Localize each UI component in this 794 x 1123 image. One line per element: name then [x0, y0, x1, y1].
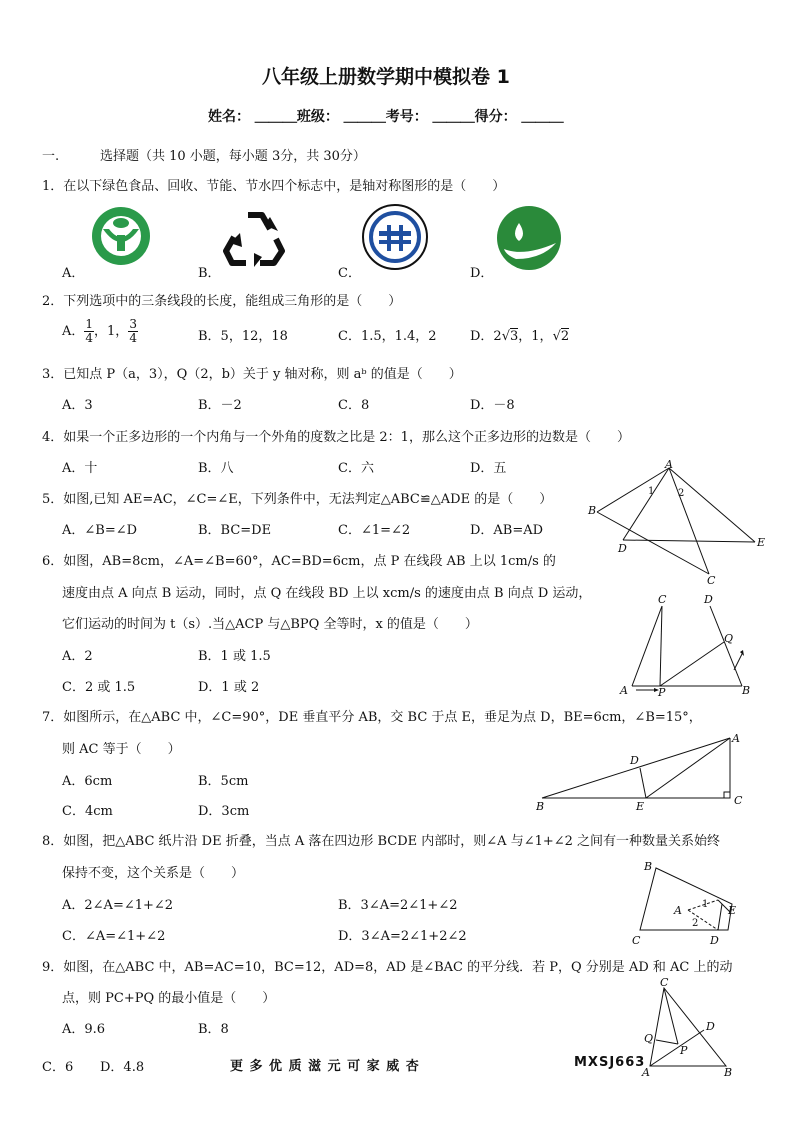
page-title: 八年级上册数学期中模拟卷 1 — [262, 66, 510, 88]
q5-option-b[interactable]: B．BC=DE — [198, 523, 272, 538]
question-6-line-3: 它们运动的时间为 t（s）.当△ACP 与△BPQ 全等时，x 的值是（ ） — [62, 617, 478, 632]
question-9-line-1: 9．如图，在△ABC 中，AB=AC=10，BC=12，AD=8，AD 是∠BAC 的平分线．若 P，Q 分别是 AD 和 AC 上的动 — [42, 960, 733, 975]
fraction-three-quarters: $\frac{3}{4}$ — [129, 317, 137, 345]
q5-option-a[interactable]: A．∠B=∠D — [62, 523, 138, 538]
figure-q9 — [640, 978, 740, 1082]
q4-option-a[interactable]: A．十 — [62, 461, 98, 476]
svg-text:C: C — [632, 934, 641, 947]
q9-option-a[interactable]: A．9.6 — [62, 1022, 106, 1037]
svg-text:Q: Q — [724, 632, 734, 645]
svg-text:1: 1 — [648, 486, 655, 497]
question-8-line-1: 8．如图，把△ABC 纸片沿 DE 折叠，当点 A 落在四边形 BCDE 内部时，则∠A 与∠1+∠2 之间有一种数量关系始终 — [42, 834, 721, 849]
svg-text:A: A — [620, 684, 628, 697]
svg-text:A: A — [665, 458, 673, 471]
q3-option-a[interactable]: A．3 — [62, 398, 93, 413]
svg-text:E: E — [728, 904, 737, 917]
question-2-text: 2．下列选项中的三条线段的长度，能组成三角形的是（ ） — [42, 294, 402, 309]
q6-option-a[interactable]: A．2 — [62, 649, 93, 664]
q8-option-d[interactable]: D．3∠A=2∠1+2∠2 — [338, 929, 467, 944]
q3-option-d[interactable]: D．－8 — [470, 398, 515, 413]
q2-option-a-letter: A． — [62, 324, 85, 339]
question-4-text: 4．如果一个正多边形的一个内角与一个外角的度数之比是 2：1，那么这个正多边形的边数是（ ） — [42, 430, 630, 445]
q8-option-b[interactable]: B．3∠A=2∠1+∠2 — [338, 898, 458, 913]
q4-option-b[interactable]: B．八 — [198, 461, 234, 476]
svg-text:P: P — [680, 1044, 688, 1057]
q1-option-c[interactable]: C． — [338, 266, 361, 281]
section-heading: 选择题（共 10 小题，每小题 3分，共 30分） — [100, 149, 366, 164]
figure-q5 — [585, 458, 775, 588]
q6-option-d[interactable]: D．1 或 2 — [198, 680, 260, 695]
q9-option-b[interactable]: B．8 — [198, 1022, 229, 1037]
q4-option-c[interactable]: C．六 — [338, 461, 374, 476]
question-9-line-2: 点，则 PC+PQ 的最小值是（ ） — [62, 991, 276, 1006]
figure-q7 — [536, 730, 756, 814]
svg-text:B: B — [536, 800, 545, 813]
q2-option-d[interactable]: D．2√3，1，√2 — [470, 329, 570, 344]
question-5-text: 5．如图,已知 AE=AC，∠C=∠E，下列条件中，无法判定△ABC≌△ADE 的是（ ） — [42, 492, 553, 507]
q5-option-d[interactable]: D．AB=AD — [470, 523, 544, 538]
question-7-line-1: 7．如图所示，在△ABC 中，∠C=90°，DE 垂直平分 AB，交 BC 于点 E，垂足为点 D，BE=6cm，∠B=15°， — [42, 710, 702, 725]
sqrt-sign-icon: √ — [501, 329, 510, 344]
svg-text:1: 1 — [702, 899, 709, 910]
figure-q6 — [614, 590, 764, 700]
q3-option-c[interactable]: C．8 — [338, 398, 370, 413]
svg-text:E: E — [636, 800, 645, 813]
q7-option-c[interactable]: C．4cm — [62, 804, 113, 819]
water-saving-logo-icon — [494, 205, 564, 271]
svg-text:D: D — [618, 542, 627, 555]
energy-saving-logo-icon — [360, 203, 430, 271]
q3-option-b[interactable]: B．－2 — [198, 398, 242, 413]
svg-text:P: P — [658, 686, 666, 699]
question-7-line-2: 则 AC 等于（ ） — [62, 742, 181, 757]
footer-code: MXSJ663 — [574, 1055, 646, 1070]
q7-option-d[interactable]: D．3cm — [198, 804, 250, 819]
svg-text:B: B — [588, 504, 597, 517]
q7-option-b[interactable]: B．5cm — [198, 774, 249, 789]
svg-text:D: D — [710, 934, 719, 947]
svg-text:A: A — [642, 1066, 650, 1079]
sqrt-sign-icon: √ — [552, 329, 561, 344]
q7-option-a[interactable]: A．6cm — [62, 774, 113, 789]
q6-option-b[interactable]: B．1 或 1.5 — [198, 649, 271, 664]
svg-text:2: 2 — [692, 918, 699, 929]
svg-text:A: A — [732, 732, 740, 745]
q4-option-d[interactable]: D．五 — [470, 461, 507, 476]
svg-text:B: B — [644, 860, 653, 873]
svg-text:B: B — [724, 1066, 733, 1079]
question-1-text: 1．在以下绿色食品、回收、节能、节水四个标志中，是轴对称图形的是（ ） — [42, 179, 506, 194]
svg-text:A: A — [674, 904, 682, 917]
figure-q8 — [622, 852, 752, 948]
footer-watermark: 更 多 优 质 滋 元 可 家 威 杏 — [230, 1059, 420, 1074]
svg-text:B: B — [742, 684, 751, 697]
q2-option-a[interactable]: A． $\frac{1}{4}$ ，1， $\frac{3}{4}$ — [62, 317, 137, 345]
question-3-text: 3．已知点 P（a，3），Q（2，b）关于 y 轴对称，则 aᵇ 的值是（ ） — [42, 367, 462, 382]
green-food-logo-icon — [86, 205, 156, 267]
fraction-one-quarter: $\frac{1}{4}$ — [85, 317, 94, 345]
question-6-line-1: 6．如图，AB=8cm，∠A=∠B=60°，AC=BD=6cm，点 P 在线段 AB 上以 1cm/s 的 — [42, 554, 556, 569]
q2-option-b[interactable]: B．5，12，18 — [198, 329, 288, 344]
svg-text:D: D — [704, 593, 713, 606]
section-number: 一. — [42, 149, 60, 164]
svg-text:D: D — [706, 1020, 715, 1033]
svg-text:D: D — [630, 754, 639, 767]
svg-text:C: C — [660, 978, 669, 989]
svg-text:C: C — [707, 574, 716, 587]
q6-option-c[interactable]: C．2 或 1.5 — [62, 680, 136, 695]
svg-text:C: C — [734, 794, 743, 807]
svg-text:Q: Q — [644, 1032, 654, 1045]
svg-text:E: E — [757, 536, 766, 549]
q5-option-c[interactable]: C．∠1=∠2 — [338, 523, 411, 538]
question-8-line-2: 保持不变，这个关系是（ ） — [62, 866, 245, 881]
q8-option-c[interactable]: C．∠A=∠1+∠2 — [62, 929, 166, 944]
student-info-line: 姓名： ＿＿＿班级： ＿＿＿考号： ＿＿＿得分： ＿＿＿ — [208, 109, 564, 125]
q8-option-a[interactable]: A．2∠A=∠1+∠2 — [62, 898, 174, 913]
svg-text:C: C — [658, 593, 667, 606]
q1-option-b[interactable]: B． — [198, 266, 221, 281]
q1-option-a[interactable]: A． — [62, 266, 85, 281]
recycle-logo-icon — [220, 205, 290, 271]
q1-option-d[interactable]: D． — [470, 266, 494, 281]
svg-text:2: 2 — [678, 488, 685, 499]
q2-option-c[interactable]: C．1.5，1.4，2 — [338, 329, 437, 344]
question-6-line-2: 速度由点 A 向点 B 运动，同时，点 Q 在线段 BD 上以 xcm/s 的速度由点 B 向点 D 运动， — [62, 586, 592, 601]
q9-option-d[interactable]: D．4.8 — [100, 1060, 145, 1075]
q9-option-c[interactable]: C．6 — [42, 1060, 74, 1075]
